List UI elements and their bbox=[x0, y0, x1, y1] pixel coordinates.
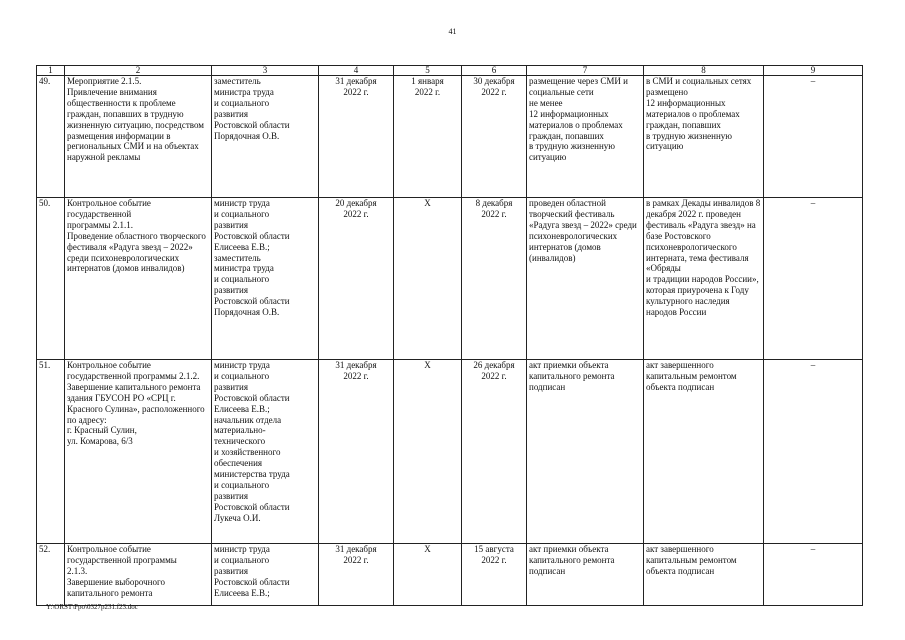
header-cell: 6 bbox=[462, 66, 527, 76]
table-row bbox=[37, 198, 863, 360]
plan-date-cell: 31 декабря 2022 г. bbox=[319, 76, 394, 198]
table-row bbox=[37, 76, 863, 198]
event-cell: Мероприятие 2.1.5. Привлечение внимания общественности к проблеме граждан, попавших в трудную жизненную ситуацию, посредством размещения информации в региональных СМИ и на объектах наружной рекламы bbox=[65, 76, 212, 198]
page-number: 41 bbox=[448, 27, 457, 36]
fact-date-cell: 15 августа 2022 г. bbox=[462, 544, 527, 606]
row-number-cell: 52. bbox=[37, 544, 65, 606]
header-cell: 8 bbox=[644, 66, 764, 76]
row-number-cell: 51. bbox=[37, 360, 65, 544]
actual-result-cell: акт завершенного капитальным ремонтом объекта подписан bbox=[644, 544, 764, 606]
header-cell: 3 bbox=[212, 66, 319, 76]
responsible-cell: министр труда и социального развития Ростовской области Елисеева Е.В.; начальник отдела материально- технического и хозяйственного обеспечения министерства труда и социального развития Ростовской области Лукеча О.И. bbox=[212, 360, 319, 544]
fact-date-cell: 26 декабря 2022 г. bbox=[462, 360, 527, 544]
responsible-cell: заместитель министра труда и социального развития Ростовской области Порядочная О.В. bbox=[212, 76, 319, 198]
fact-date-cell: 8 декабря 2022 г. bbox=[462, 198, 527, 360]
actual-result-cell: в СМИ и социальных сетях размещено 12 информационных материалов о проблемах граждан, попавших в трудную жизненную ситуацию bbox=[644, 76, 764, 198]
note-cell: – bbox=[764, 360, 863, 544]
fact-date-cell: 30 декабря 2022 г. bbox=[462, 76, 527, 198]
header-cell: 1 bbox=[37, 66, 65, 76]
note-cell: – bbox=[764, 76, 863, 198]
start-date-cell: X bbox=[394, 198, 462, 360]
expected-result-cell: акт приемки объекта капитального ремонта подписан bbox=[527, 360, 644, 544]
event-cell: Контрольное событие государственной программы 2.1.1. Проведение областного творческого фестиваля «Радуга звезд – 2022» среди психоневрологических интернатов (домов инвалидов) bbox=[65, 198, 212, 360]
expected-result-cell: проведен областной творческий фестиваль «Радуга звезд – 2022» среди психоневрологических интернатов (домов (инвалидов) bbox=[527, 198, 644, 360]
actual-result-cell: акт завершенного капитальным ремонтом объекта подписан bbox=[644, 360, 764, 544]
table-row bbox=[37, 360, 863, 544]
note-cell: – bbox=[764, 198, 863, 360]
responsible-cell: министр труда и социального развития Ростовской области Елисеева Е.В.; bbox=[212, 544, 319, 606]
start-date-cell: 1 января 2022 г. bbox=[394, 76, 462, 198]
header-cell: 7 bbox=[527, 66, 644, 76]
row-number-cell: 49. bbox=[37, 76, 65, 198]
header-row bbox=[37, 66, 863, 76]
report-table bbox=[36, 65, 863, 606]
event-cell: Контрольное событие государственной программы 2.1.2. Завершение капитального ремонта здания ГБУСОН РО «СРЦ г. Красного Сулина», расположенного по адресу: г. Красный Сулин, ул. Комарова, 6/3 bbox=[65, 360, 212, 544]
start-date-cell: X bbox=[394, 544, 462, 606]
header-cell: 2 bbox=[65, 66, 212, 76]
actual-result-cell: в рамках Декады инвалидов 8 декабря 2022 г. проведен фестиваль «Радуга звезд» на базе Ростовского психоневрологического интерната, тема фестиваля «Обряды и традиции народов России», которая приурочена к Году культурного наследия народов России bbox=[644, 198, 764, 360]
note-cell: – bbox=[764, 544, 863, 606]
row-number-cell: 50. bbox=[37, 198, 65, 360]
header-cell: 4 bbox=[319, 66, 394, 76]
plan-date-cell: 31 декабря 2022 г. bbox=[319, 544, 394, 606]
start-date-cell: X bbox=[394, 360, 462, 544]
expected-result-cell: акт приемки объекта капитального ремонта подписан bbox=[527, 544, 644, 606]
responsible-cell: министр труда и социального развития Ростовской области Елисеева Е.В.; заместитель министра труда и социального развития Ростовской области Порядочная О.В. bbox=[212, 198, 319, 360]
expected-result-cell: размещение через СМИ и социальные сети не менее 12 информационных материалов о проблемах граждан, попавших в трудную жизненную ситуацию bbox=[527, 76, 644, 198]
plan-date-cell: 31 декабря 2022 г. bbox=[319, 360, 394, 544]
plan-date-cell: 20 декабря 2022 г. bbox=[319, 198, 394, 360]
header-cell: 9 bbox=[764, 66, 863, 76]
table-row bbox=[37, 544, 863, 606]
event-cell: Контрольное событие государственной программы 2.1.3. Завершение выборочного капитального ремонта bbox=[65, 544, 212, 606]
header-cell: 5 bbox=[394, 66, 462, 76]
file-path-footer: Y:\ORST\Ppo\0327p231.f23.doc bbox=[46, 603, 138, 611]
